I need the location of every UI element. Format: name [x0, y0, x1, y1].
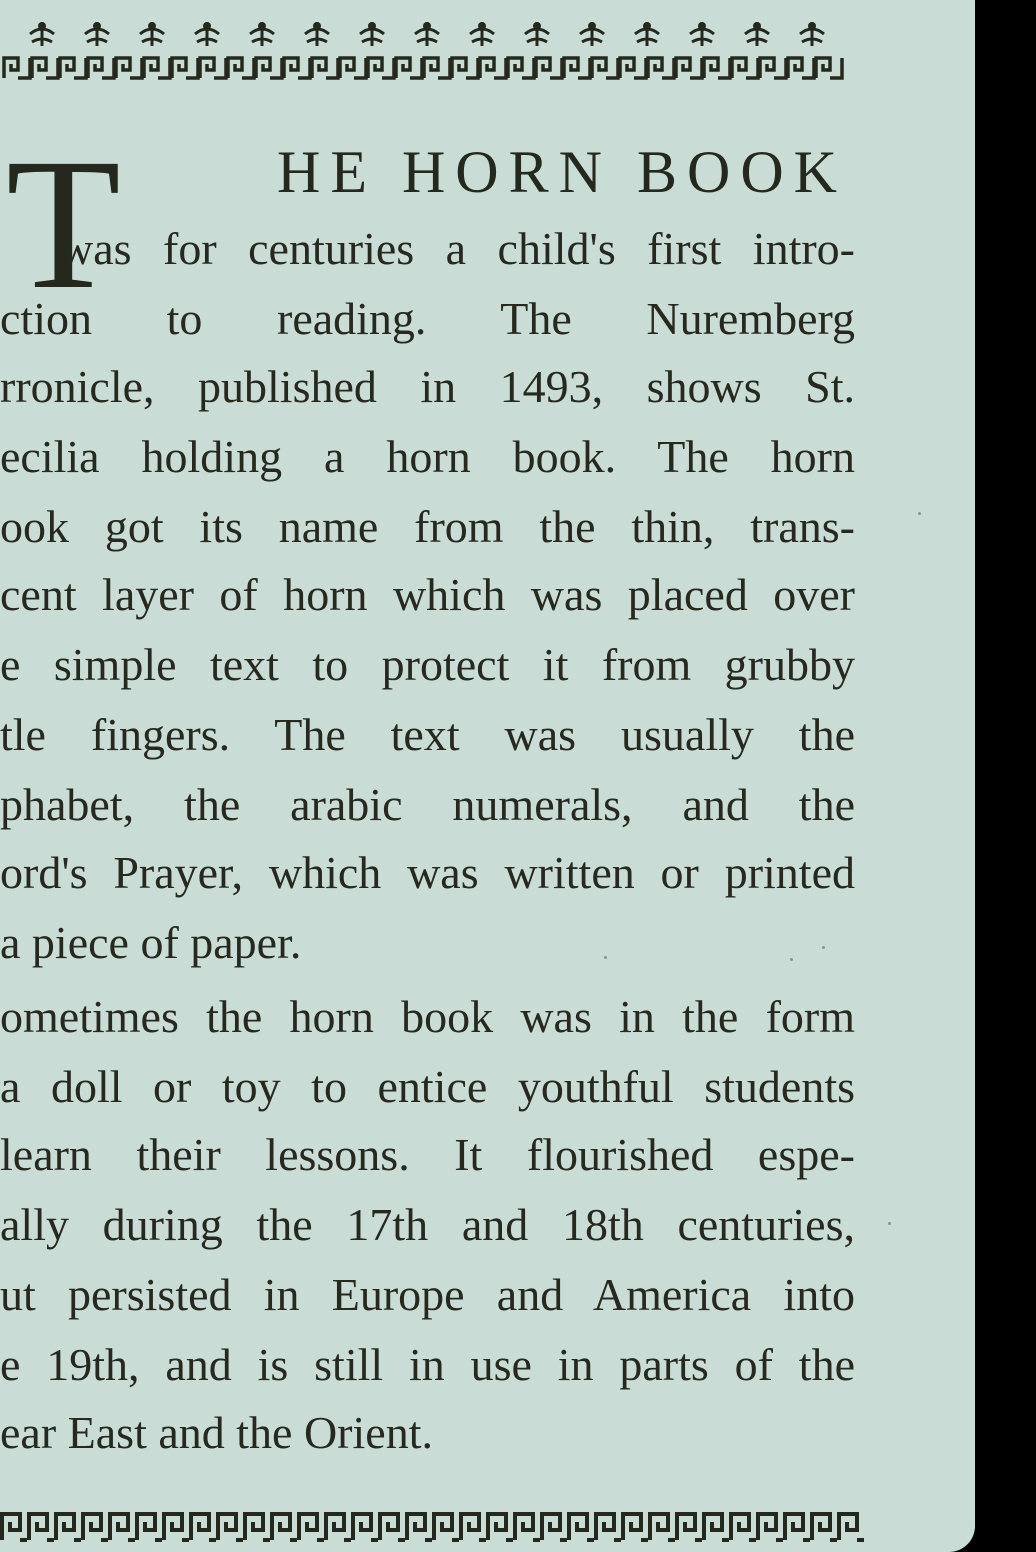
meander-motif — [407, 1514, 432, 1540]
meander-motif — [569, 1514, 594, 1540]
meander-motif — [29, 1514, 54, 1540]
fleuron-motif — [745, 22, 769, 46]
fleuron-motif — [470, 22, 494, 46]
scroll-motif — [116, 58, 142, 78]
scroll-motif — [368, 58, 394, 78]
dust-speck — [604, 956, 607, 959]
meander-motif — [731, 1514, 756, 1540]
meander-motif — [623, 1514, 648, 1540]
scroll-motif — [256, 58, 282, 78]
fleuron-motif — [800, 22, 824, 46]
meander-motif — [677, 1514, 702, 1540]
fleuron-motif — [635, 22, 659, 46]
scroll-motif — [312, 58, 338, 78]
fleuron-motif — [305, 22, 329, 46]
body-line: ction to reading. The Nuremberg — [0, 293, 855, 344]
body-line: learn their lessons. It flourished espe- — [0, 1129, 855, 1180]
scroll-motif — [172, 58, 198, 78]
dust-speck — [888, 1222, 891, 1225]
fleuron-motif — [30, 22, 54, 46]
meander-motif — [110, 1514, 135, 1540]
fleuron-motif — [580, 22, 604, 46]
meander-motif — [839, 1514, 864, 1540]
meander-motif — [461, 1514, 486, 1540]
meander-motif — [83, 1514, 108, 1540]
scroll-motif — [340, 58, 366, 78]
body-line: a doll or toy to entice youthful students — [0, 1061, 855, 1112]
body-line: ecilia holding a horn book. The horn — [0, 431, 855, 482]
scroll-motif — [4, 58, 30, 78]
dust-speck — [918, 512, 921, 515]
scroll-motif — [508, 58, 534, 78]
meander-motif — [56, 1514, 81, 1540]
scroll-motif — [592, 58, 618, 78]
scroll-motif — [816, 58, 842, 78]
meander-motif — [488, 1514, 513, 1540]
fleuron-motif — [690, 22, 714, 46]
meander-motif — [785, 1514, 810, 1540]
scroll-motif — [228, 58, 254, 78]
scroll-motif — [788, 58, 814, 78]
scroll-motif — [452, 58, 478, 78]
scroll-motif — [480, 58, 506, 78]
body-line: rronicle, published in 1493, shows St. — [0, 361, 855, 412]
scroll-motif — [284, 58, 310, 78]
scroll-motif — [536, 58, 562, 78]
body-line: e simple text to protect it from grubby — [0, 639, 855, 690]
meander-motif — [2, 1514, 27, 1540]
body-line: was for centuries a child's first intro- — [60, 223, 855, 274]
body-line: ally during the 17th and 18th centuries, — [0, 1199, 855, 1250]
scroll-motif — [704, 58, 730, 78]
meander-motif — [245, 1514, 270, 1540]
scroll-motif — [200, 58, 226, 78]
fleuron-motif — [195, 22, 219, 46]
meander-motif — [650, 1514, 675, 1540]
body-line: ook got its name from the thin, trans- — [0, 501, 855, 552]
scroll-motif — [620, 58, 646, 78]
body-line: a piece of paper. — [0, 917, 302, 968]
meander-motif — [812, 1514, 837, 1540]
fleuron-motif — [360, 22, 384, 46]
meander-motif — [164, 1514, 189, 1540]
scroll-motif — [32, 58, 58, 78]
meander-motif — [758, 1514, 783, 1540]
fleuron-motif — [85, 22, 109, 46]
top-fleuron-border — [0, 18, 870, 84]
scroll-motif — [88, 58, 114, 78]
fleuron-motif — [140, 22, 164, 46]
body-line: ear East and the Orient. — [0, 1407, 433, 1458]
meander-motif — [542, 1514, 567, 1540]
meander-motif — [704, 1514, 729, 1540]
meander-motif — [218, 1514, 243, 1540]
body-line: cent layer of horn which was placed over — [0, 569, 855, 620]
fleuron-border-icon — [0, 18, 870, 84]
page-title: HE HORN BOOK — [277, 139, 847, 205]
body-line: e 19th, and is still in use in parts of the — [0, 1339, 855, 1390]
meander-motif — [299, 1514, 324, 1540]
dust-speck — [822, 946, 825, 949]
scroll-motif — [396, 58, 422, 78]
meander-motif — [191, 1514, 216, 1540]
fleuron-motif — [250, 22, 274, 46]
body-line: ord's Prayer, which was written or printed — [0, 847, 855, 898]
scroll-motif — [144, 58, 170, 78]
scroll-motif — [676, 58, 702, 78]
meander-motif — [326, 1514, 351, 1540]
scroll-motif — [760, 58, 786, 78]
meander-motif — [272, 1514, 297, 1540]
meander-motif — [596, 1514, 621, 1540]
body-line: phabet, the arabic numerals, and the — [0, 779, 855, 830]
fleuron-motif — [525, 22, 549, 46]
body-line: ometimes the horn book was in the form — [0, 991, 855, 1042]
scroll-motif — [424, 58, 450, 78]
meander-motif — [137, 1514, 162, 1540]
meander-motif — [353, 1514, 378, 1540]
scroll-motif — [648, 58, 674, 78]
body-line: tle fingers. The text was usually the — [0, 709, 855, 760]
scroll-motif — [564, 58, 590, 78]
scroll-motif — [732, 58, 758, 78]
scroll-motif — [60, 58, 86, 78]
meander-motif — [515, 1514, 540, 1540]
body-line: ut persisted in Europe and America into — [0, 1269, 855, 1320]
drop-cap: T — [6, 130, 121, 328]
meander-motif — [380, 1514, 405, 1540]
dust-speck — [790, 958, 793, 961]
meander-motif — [434, 1514, 459, 1540]
article-text — [0, 130, 855, 1470]
meander-border-icon — [0, 1500, 870, 1552]
bottom-meander-border — [0, 1500, 870, 1552]
fleuron-motif — [415, 22, 439, 46]
